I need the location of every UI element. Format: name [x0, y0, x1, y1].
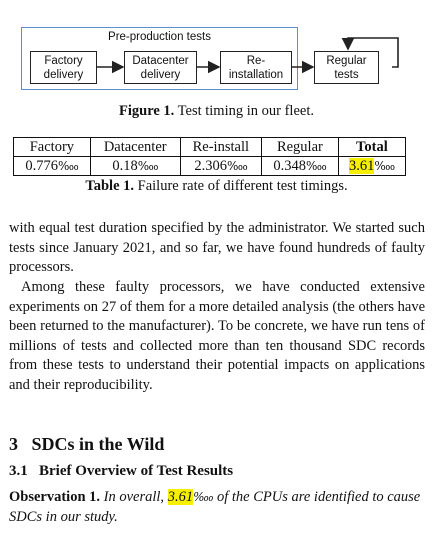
observation-text-before: In overall,: [103, 489, 168, 505]
header-total: Total: [338, 138, 405, 157]
observation-highlight: 3.61: [167, 489, 194, 505]
cell-regular: 0.348‱: [262, 157, 339, 176]
header-datacenter: Datacenter: [90, 138, 180, 157]
table-caption: [0, 178, 433, 195]
section-title: SDCs in the Wild: [31, 434, 165, 454]
figure-caption: [0, 103, 433, 120]
observation-1: [9, 488, 425, 527]
observation-unit: ‱: [193, 490, 214, 504]
header-regular: Regular: [262, 138, 339, 157]
cell-total: 3.61‱: [338, 157, 405, 176]
header-reinstall: Re-install: [180, 138, 261, 157]
observation-label: Observation 1.: [9, 489, 101, 505]
datacenter-delivery-label: Datacenter delivery: [132, 54, 189, 81]
cell-factory: 0.776‱: [14, 157, 91, 176]
figure-1: [0, 0, 433, 100]
paragraph-1: with equal test duration specified by the administrator. We started such tests since January 2021, and so far, we have found hundreds of faulty processors.: [9, 220, 425, 275]
arrow-regular-loop: [348, 38, 398, 67]
table-caption-label: Table 1.: [85, 178, 135, 194]
table-row: [14, 157, 406, 176]
subsection-heading: [9, 463, 233, 480]
figure-caption-text: Test timing in our fleet.: [174, 103, 314, 119]
total-highlight: 3.61: [349, 157, 375, 174]
section-number: 3: [9, 434, 18, 454]
cell-datacenter: 0.18‱: [90, 157, 180, 176]
failure-rate-table: [13, 137, 406, 176]
cell-reinstall: 2.306‱: [180, 157, 261, 176]
subsection-number: 3.1: [9, 463, 28, 479]
table-header-row: [14, 138, 406, 157]
table-caption-text: Failure rate of different test timings.: [134, 178, 348, 194]
factory-delivery-label: Factory delivery: [43, 54, 84, 81]
subsection-title: Brief Overview of Test Results: [39, 463, 234, 479]
header-factory: Factory: [14, 138, 91, 157]
paragraph-2: Among these faulty processors, we have conducted extensive experiments on 27 of them for a more detailed analysis (the others have been returned to the manufacturer). To be concrete, we have run tens of millions of tests and collected more than ten thousand SDC records from these tests to understand their potential impacts on applications and their reproducibility.: [9, 279, 425, 393]
arrow-regular-loop-head: [348, 38, 366, 50]
reinstallation-label: Re- installation: [228, 54, 284, 81]
observation-text-after: of the CPUs are identified to cause SDCs in our study.: [9, 489, 421, 525]
figure-arrows: [0, 0, 433, 100]
pre-production-group-label: Pre-production tests: [108, 31, 211, 43]
regular-tests-label: Regular tests: [326, 54, 367, 81]
figure-caption-label: Figure 1.: [119, 103, 175, 119]
section-heading: [9, 434, 164, 455]
